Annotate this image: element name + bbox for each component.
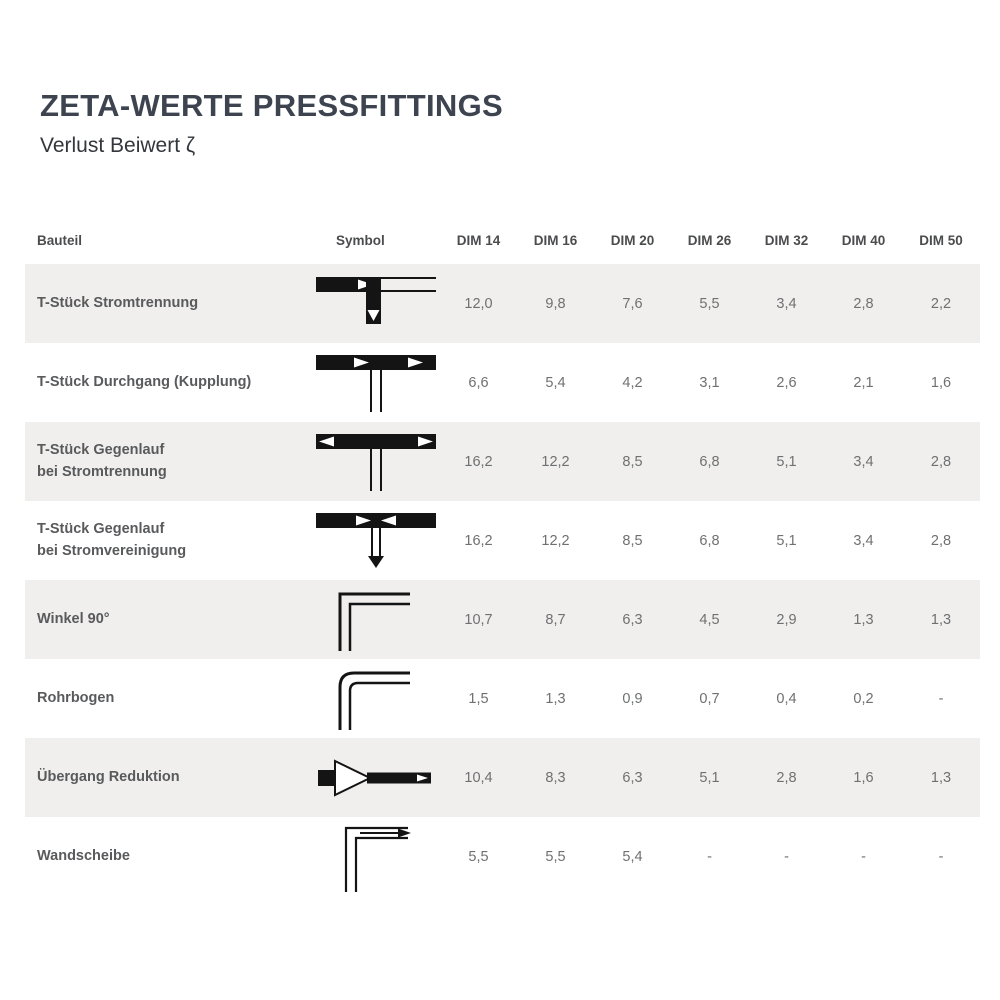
value-cell: - [938,690,944,707]
value-cell: 1,3 [930,611,952,628]
value-cell: 4,5 [699,611,720,628]
elbow-90-icon [316,589,436,651]
wall-plate-elbow-icon [316,822,436,892]
value-cell: 1,3 [545,690,566,707]
table-row [25,422,980,501]
row-label: Übergang Reduktion [37,768,180,785]
value-cell: 2,9 [776,611,797,628]
value-cell: - [784,848,789,865]
value-cell: 5,5 [699,295,720,312]
symbol-cell [312,659,440,738]
symbol-cell [312,422,440,501]
symbol-cell [312,580,440,659]
value-cell: 1,5 [468,690,489,707]
column-header-dim16: DIM 16 [517,216,594,264]
column-header-symbol: Symbol [312,216,440,264]
value-cell: 3,4 [776,295,797,312]
row-label: T-Stück Durchgang (Kupplung) [37,373,252,390]
value-cell: 4,2 [622,374,643,391]
value-cell: 5,4 [622,848,643,865]
header-row [25,216,980,264]
value-cell: 12,0 [464,295,493,312]
value-cell: 5,1 [699,769,720,786]
value-cell: 8,3 [545,769,566,786]
value-cell: 5,4 [545,374,566,391]
table-row [25,580,980,659]
value-cell: 9,8 [545,295,566,312]
reducer-icon [316,757,436,799]
value-cell: 2,8 [853,295,874,312]
value-cell: 12,2 [541,532,570,549]
value-cell: 0,2 [853,690,874,707]
symbol-cell [312,817,440,896]
table-row [25,501,980,580]
column-header-dim32: DIM 32 [748,216,825,264]
tee-counterflow-merge-icon [316,510,436,572]
page-title: ZETA-WERTE PRESSFITTINGS [40,88,504,123]
column-header-bauteil: Bauteil [25,216,312,264]
symbol-cell [312,501,440,580]
row-label: Winkel 90° [37,610,110,627]
symbol-cell [312,264,440,343]
table-row [25,343,980,422]
value-cell: 7,6 [622,295,643,312]
value-cell: 12,2 [541,453,570,470]
page-subtitle: Verlust Beiwert ζ [40,134,196,157]
column-header-dim20: DIM 20 [594,216,671,264]
value-cell: 0,4 [776,690,797,707]
value-cell: 16,2 [464,532,493,549]
value-cell: 2,2 [930,295,952,312]
tee-flow-split-icon [316,274,436,334]
value-cell: 6,3 [622,611,643,628]
value-cell: - [861,848,866,865]
value-cell: 10,7 [464,611,493,628]
value-cell: 2,1 [853,374,874,391]
value-cell: 1,6 [853,769,874,786]
table-row [25,659,980,738]
value-cell: 2,8 [776,769,797,786]
value-cell: 5,1 [776,453,797,470]
table-row [25,817,980,896]
value-cell: 8,5 [622,453,643,470]
column-header-dim26: DIM 26 [671,216,748,264]
value-cell: 3,4 [853,453,874,470]
zeta-table [25,216,980,896]
value-cell: 1,3 [853,611,874,628]
value-cell: 3,1 [699,374,720,391]
value-cell: 5,5 [468,848,489,865]
value-cell: 3,4 [853,532,874,549]
row-label: Wandscheibe [37,847,130,864]
symbol-cell [312,343,440,422]
value-cell: 16,2 [464,453,493,470]
row-label: T-Stück Gegenlauf bei Stromtrennung [37,441,167,480]
symbol-cell [312,738,440,817]
value-cell: 6,6 [468,374,489,391]
value-cell: 5,1 [776,532,797,549]
value-cell: 6,8 [699,453,720,470]
pipe-bend-icon [316,668,436,730]
value-cell: 5,5 [545,848,566,865]
value-cell: 2,8 [930,453,952,470]
row-label: T-Stück Stromtrennung [37,294,199,311]
tee-counterflow-split-icon [316,431,436,493]
table-row [25,264,980,343]
value-cell: 1,6 [930,374,952,391]
row-label: T-Stück Gegenlauf bei Stromvereinigung [37,520,187,559]
value-cell: - [938,848,944,865]
value-cell: 2,6 [776,374,797,391]
value-cell: 6,3 [622,769,643,786]
value-cell: 8,5 [622,532,643,549]
value-cell: 0,9 [622,690,643,707]
column-header-dim14: DIM 14 [440,216,517,264]
tee-flow-through-icon [316,352,436,414]
value-cell: 0,7 [699,690,720,707]
table-row [25,738,980,817]
value-cell: 10,4 [464,769,493,786]
value-cell: 6,8 [699,532,720,549]
column-header-dim50: DIM 50 [902,216,980,264]
row-label: Rohrbogen [37,689,115,706]
value-cell: 1,3 [930,769,952,786]
value-cell: 8,7 [545,611,566,628]
value-cell: - [707,848,712,865]
value-cell: 2,8 [930,532,952,549]
column-header-dim40: DIM 40 [825,216,902,264]
